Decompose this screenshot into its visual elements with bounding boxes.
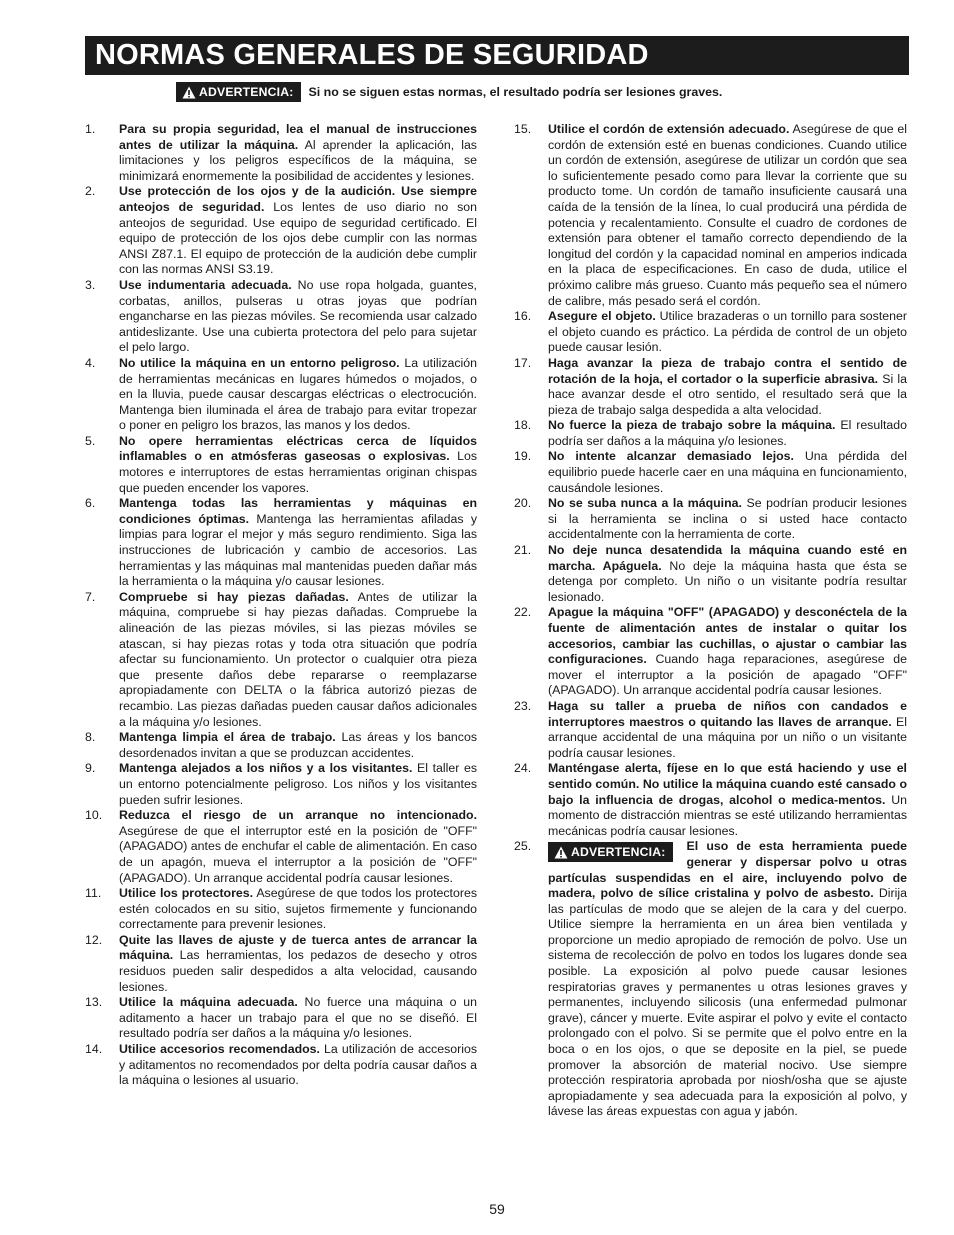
item-title: El uso de esta herramienta puede generar y dispersar polvo u otras partículas suspendidas en el aire, incluyendo polvo de madera, polvo de sílice cristalina y polvo de asbesto.	[548, 839, 907, 901]
list-item	[514, 543, 907, 605]
list-item	[514, 839, 907, 1120]
list-item	[85, 808, 477, 886]
item-text: El arranque accidental de una máquina por un niño o un visitante podría causar lesiones.	[548, 714, 907, 760]
item-title: Mantenga todas las herramientas y máquinas en condiciones óptimas.	[119, 496, 477, 526]
item-text: La utilización de herramientas mecánicas en lugares húmedos o mojados, o en la lluvia, puede causar descargas eléctricas o electrocución. Mantenga bien iluminada el área de trabajo para evitar tropezar o poner en peligro los brazos, las manos y los dedos.	[119, 355, 477, 433]
page-title: NORMAS GENERALES DE SEGURIDAD	[95, 39, 649, 71]
list-item	[514, 418, 907, 449]
item-number: 1.	[85, 122, 96, 136]
warning-badge	[548, 842, 673, 862]
warning-triangle-icon	[554, 846, 568, 859]
item-text: Utilice brazaderas o un tornillo para sostener el objeto cuando es práctico. La pérdida de control de un objeto puede causar lesión.	[548, 309, 907, 355]
list-item	[85, 995, 477, 1042]
item-number: 9.	[85, 761, 96, 776]
item-title: Compruebe si hay piezas dañadas.	[119, 589, 349, 604]
list-item	[514, 605, 907, 699]
item-text: Antes de utilizar la máquina, compruebe si hay piezas dañadas. Compruebe la alineación de las piezas móviles, si las piezas móviles se atascan, si hay piezas rotas y toda otra situación que podría afectar su funcionamiento. Un protector o cualquier otra pieza que presente daños debe repararse o reemplazarse apropiadamente con DELTA o la fábrica autorizó piezas de recambio. Las piezas dañadas pueden causar daños adicionales a la máquina y/o lesiones.	[119, 589, 477, 729]
item-text: Se podrían producir lesiones si la herramienta se inclina o si usted hace contacto accidentalmente con la herramienta de corte.	[548, 496, 907, 542]
warning-triangle-icon	[182, 86, 196, 99]
item-title: No utilice la máquina en un entorno peligroso.	[119, 355, 400, 370]
item-title: No intente alcanzar demasiado lejos.	[548, 449, 794, 464]
item-title: No se suba nunca a la máquina.	[548, 496, 742, 511]
item-number: 4.	[85, 355, 96, 370]
item-title: Use indumentaria adecuada.	[119, 277, 292, 292]
item-title: Para su propia seguridad, lea el manual de instrucciones antes de utilizar la máquina.	[119, 122, 477, 152]
item-title: Utilice la máquina adecuada.	[119, 995, 298, 1010]
item-text: Dirija las partículas de modo que se alejen de la cara y del cuerpo. Utilice siempre la herramienta en un área bien ventilada y proporcione un medio apropiado de remoción de polvo. Use un sistema de recolección de polvo en todos los lugares donde sea posible. La exposición al polvo puede causar lesiones respiratorias graves y permanentes u otras lesiones graves y permanentes, incluyendo silicosis (una enfermedad pulmonar grave), cáncer y muerte. Evite aspirar el polvo y evite el contacto prolongado con el polvo. Si se permite que el polvo entre en la boca o en los ojos, o que se deposite en la piel, se puede promover la absorción de material nocivo. Use siempre protección respiratoria aprobada por niosh/osha que se ajuste apropiadamente y sea adecuada para la exposición al polvo, y lávese las áreas expuestas con agua y jabón.	[548, 886, 908, 1119]
item-title: No opere herramientas eléctricas cerca de líquidos inflamables o en atmósferas gaseosas o explosivas.	[119, 433, 477, 464]
item-number: 24.	[514, 761, 532, 776]
list-item	[85, 1042, 477, 1089]
item-title: Apague la máquina "OFF" (APAGADO) y desconéctela de la fuente de alimentación antes de instalar o quitar los accesorios, cambiar las cuchillas, o ajustar o cambiar las configuraciones.	[548, 605, 907, 667]
item-number: 17.	[514, 355, 532, 370]
item-number: 8.	[85, 730, 96, 745]
list-item	[85, 761, 477, 808]
list-item	[514, 449, 907, 496]
item-title: Manténgase alerta, fíjese en lo que está haciendo y use el sentido común. No utilice la máquina cuando esté cansado o bajo la influencia de drogas, alcohol o medica-mentos.	[548, 761, 907, 807]
item-text: No fuerce una máquina o un aditamento a hacer un trabajo para el que no se diseñó. El resultado podría ser daños a la máquina y/o lesiones.	[119, 995, 478, 1041]
item-title: Quite las llaves de ajuste y de tuerca antes de arrancar la máquina.	[119, 932, 477, 963]
item-title: No deje nunca desatendida la máquina cuando esté en marcha. Apáguela.	[548, 543, 907, 573]
item-text: Asegúrese de que el interruptor esté en la posición de "OFF" (APAGADO) antes de enchufar el cable de alimentación. En caso de un apagón, mueva el interruptor a la posición de "OFF" (APAGADO). Un arranque accidental podría causar lesiones.	[119, 823, 477, 885]
item-text: La utilización de accesorios y aditamentos no recomendados por delta podría causar daños a la máquina o lesiones al usuario.	[119, 1042, 477, 1088]
warning-text: Si no se siguen estas normas, el resultado podría ser lesiones graves.	[308, 85, 723, 99]
item-number: 12.	[85, 932, 103, 947]
item-title: Asegure el objeto.	[548, 309, 656, 324]
item-title: Utilice accesorios recomendados.	[119, 1042, 320, 1057]
item-number: 13.	[85, 995, 103, 1010]
item-number: 5.	[85, 433, 96, 448]
title-bar	[85, 36, 909, 75]
list-item	[85, 356, 477, 434]
general-warning	[176, 82, 722, 102]
item-number: 15.	[514, 122, 532, 136]
item-number: 23.	[514, 698, 532, 713]
item-title: Use protección de los ojos y de la audición. Use siempre anteojos de seguridad.	[119, 184, 477, 214]
item-text: No deje la máquina hasta que ésta se detenga por completo. Un niño o un visitante podría resultar lesionado.	[548, 558, 907, 604]
item-text: Los lentes de uso diario no son anteojos de seguridad. Use equipo de seguridad certificado. El equipo de protección de los ojos debe cumplir con las normas ANSI Z87.1. El equipo de protección de la audición debe cumplir con las normas ANSI S3.19.	[119, 199, 477, 277]
item-text: Cuando haga reparaciones, asegúrese de mover el interruptor a la posición de apagado "OFF" (APAGADO). Un arranque accidental podría causar lesiones.	[548, 652, 907, 698]
list-item	[85, 434, 477, 496]
list-item	[85, 184, 477, 278]
item-title: No fuerce la pieza de trabajo sobre la máquina.	[548, 418, 836, 433]
list-item	[85, 122, 477, 184]
item-number: 10.	[85, 808, 103, 823]
list-item	[514, 122, 907, 309]
item-text: Mantenga las herramientas afiladas y limpias para lograr el mejor y más seguro rendimiento. Siga las instrucciones de lubricación y cambio de accesorios. Las herramientas y las máquinas mal mantenidas pueden dañar más la herramienta o la máquina y/o causar lesiones.	[119, 511, 477, 589]
item-text: Un momento de distracción mientras se esté utilizando herramientas mecánicas podría causar lesiones.	[548, 792, 907, 838]
right-column	[514, 122, 907, 1120]
item-text: Una pérdida del equilibrio puede hacerle caer en una máquina en funcionamiento, causándole lesiones.	[548, 449, 907, 495]
list-item	[514, 699, 907, 761]
item-number: 25.	[514, 839, 532, 854]
page-number: 59	[489, 1201, 505, 1217]
item-text: Si la hace avanzar desde el otro sentido, el resultado será que la pieza de trabajo salga despedida a alta velocidad.	[548, 371, 907, 417]
list-item	[85, 933, 477, 995]
left-column	[85, 122, 477, 1089]
item-title: Haga avanzar la pieza de trabajo contra el sentido de rotación de la hoja, el cortador o la superficie abrasiva.	[548, 355, 907, 386]
warning-badge-label: ADVERTENCIA:	[199, 85, 294, 99]
list-item	[514, 356, 907, 418]
item-text: Las áreas y los bancos desordenados invitan a que se produzcan accidentes.	[119, 730, 478, 760]
item-number: 6.	[85, 496, 96, 511]
item-number: 3.	[85, 277, 96, 292]
item-number: 20.	[514, 496, 532, 511]
item-title: Haga su taller a prueba de niños con candados e interruptores maestros o quitando las llaves de arranque.	[548, 698, 907, 729]
list-item	[85, 278, 477, 356]
item-number: 22.	[514, 605, 532, 620]
item-number: 16.	[514, 309, 532, 324]
list-item	[85, 730, 477, 761]
item-text: Asegúrese de que todos los protectores estén colocados en su sitio, sujetos firmemente y funcionando correctamente para prevenir lesiones.	[119, 886, 478, 932]
item-number: 7.	[85, 589, 96, 604]
item-number: 2.	[85, 184, 96, 199]
item-number: 19.	[514, 449, 532, 464]
list-item	[514, 309, 907, 356]
item-title: Utilice los protectores.	[119, 886, 254, 901]
item-title: Reduzca el riesgo de un arranque no intencionado.	[119, 808, 477, 823]
item-text: El taller es un entorno potencialmente peligroso. Los niños y los visitantes pueden sufrir lesiones.	[119, 761, 477, 807]
list-item	[514, 496, 907, 543]
item-title: Mantenga limpia el área de trabajo.	[119, 730, 336, 745]
warning-badge	[176, 82, 301, 102]
item-text: Al aprender la aplicación, las limitaciones y los peligros específicos de la máquina, se minimizará enormemente la posibilidad de accidentes y lesiones.	[119, 137, 477, 183]
list-item	[85, 496, 477, 590]
item-number: 18.	[514, 418, 532, 433]
item-title: Utilice el cordón de extensión adecuado.	[548, 122, 790, 136]
item-text: No use ropa holgada, guantes, corbatas, anillos, pulseras u otras joyas que podrían engancharse en las piezas móviles. Se recomienda usar calzado antideslizante. Use una cubierta protectora del pelo para sujetar el pelo largo.	[119, 277, 477, 355]
item-number: 14.	[85, 1042, 103, 1057]
list-item	[514, 761, 907, 839]
item-text: Las herramientas, los pedazos de desecho y otros residuos pueden salir despedidos a alta velocidad, causando lesiones.	[119, 948, 477, 994]
item-text: El resultado podría ser daños a la máquina y/o lesiones.	[548, 418, 907, 448]
item-text: Asegúrese de que el cordón de extensión esté en buenas condiciones. Cuando utilice un cordón de extensión, asegúrese de utilizar un cordón que sea lo suficientemente pesado como para llevar la corriente que su producto tome. Un cordón de tamaño insuficiente causará una caída de la tensión de la línea, lo cual producirá una pérdida de potencia y recalentamiento. Consulte el cuadro de cordones de extensión para obtener el tamaño correcto dependiendo de la longitud del cordón y la capacidad nominal en amperios indicada en la placa de especificaciones. En caso de duda, utilice el próximo calibre más grueso. Cuanto más pequeño sea el número de calibre, más pesado será el cordón.	[548, 122, 907, 308]
warning-badge-label: ADVERTENCIA:	[571, 844, 666, 859]
item-number: 21.	[514, 543, 532, 558]
item-text: Los motores e interruptores de estas herramientas originan chispas que pueden encender los vapores.	[119, 449, 478, 495]
list-item	[85, 590, 477, 730]
list-item	[85, 886, 477, 933]
item-title: Mantenga alejados a los niños y a los visitantes.	[119, 761, 413, 776]
item-number: 11.	[85, 886, 102, 901]
